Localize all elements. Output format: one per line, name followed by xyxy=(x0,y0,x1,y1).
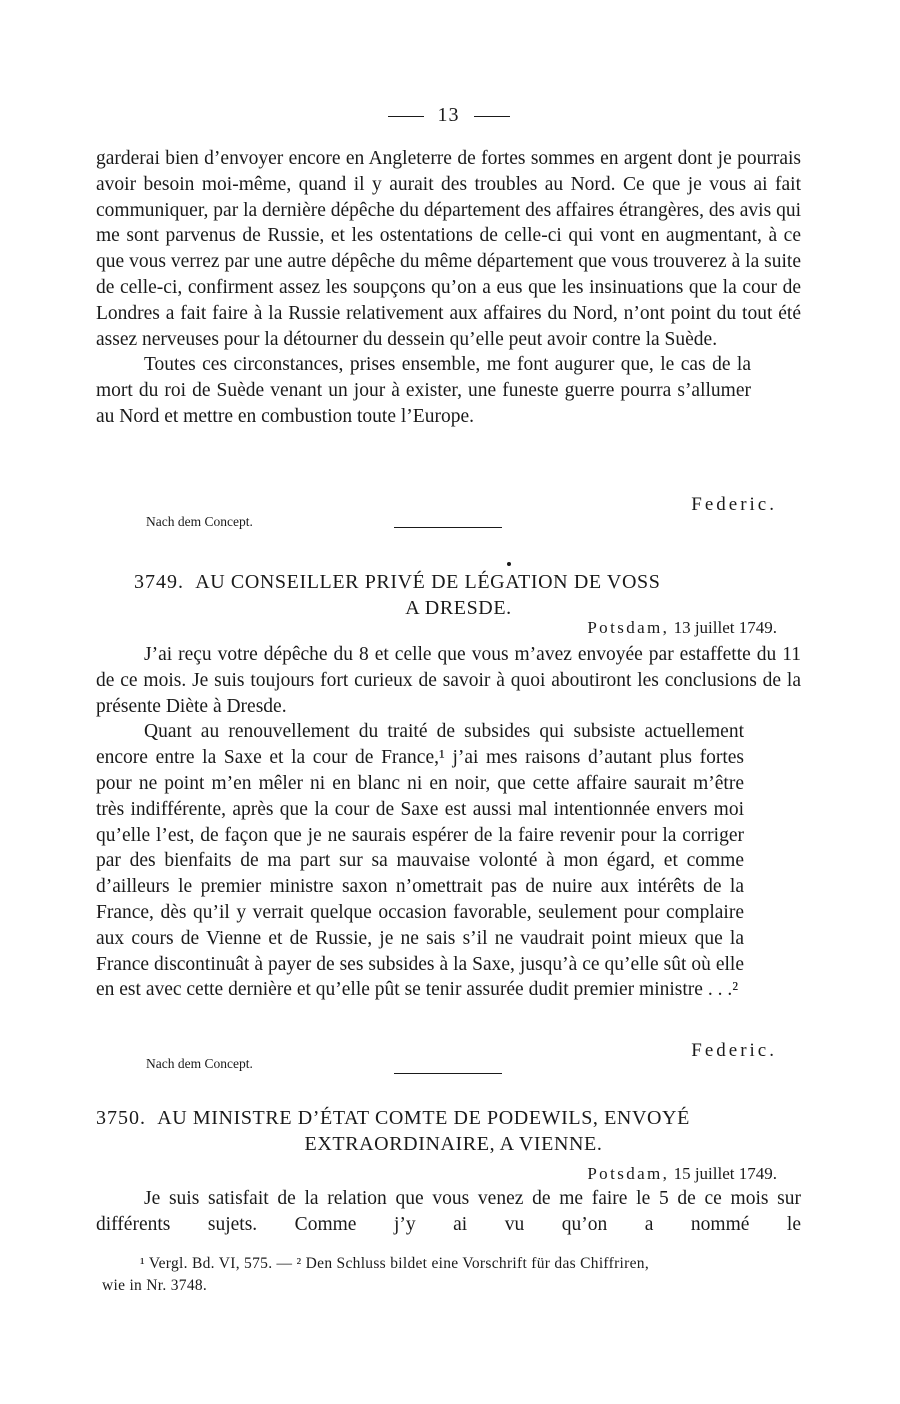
previous-letter-text xyxy=(96,146,801,430)
heading-line-1: AU CONSEILLER PRIVÉ DE LÉGATION DE VOSS xyxy=(195,571,661,593)
footnotes xyxy=(102,1253,802,1297)
place-date xyxy=(587,618,777,638)
header-dash-right xyxy=(474,116,510,117)
page-number: 13 xyxy=(437,104,460,126)
book-page xyxy=(96,0,801,1404)
signature: Federic. xyxy=(691,1040,777,1061)
letter-number: 3750. xyxy=(96,1107,146,1129)
paragraph: garderai bien d’envoyer encore en Angleterre de fortes sommes en argent dont je pourrais avoir besoin moi-même, quand il y aurait des troubles au Nord. Ce que je vous ai fait communiquer, par la dernière dépêche du département des affaires étrangères, des avis qui me sont parvenus de Russie, et les ostentations de celle-ci qui vont en augmentant, à ce que vous verrez par une autre dépêche du même département que vous trouverez à la suite de celle-ci, confirment assez les soupçons qu’on a eus que les insinuations que la cour de Londres a fait faire à la Russie relativement aux affaires du Nord, n’ont point du tout été assez nerveuses pour la détourner du dessein qu’elle peut avoir contre la Suède. xyxy=(96,148,801,350)
footnote-line: ¹ Vergl. Bd. VI, 575. — ² Den Schluss bildet eine Vorschrift für das Chiffriren, xyxy=(140,1255,650,1272)
section-divider xyxy=(394,1073,502,1074)
source-note: Nach dem Concept. xyxy=(146,1056,253,1071)
letter-body xyxy=(96,1186,801,1238)
heading-line-2: A DRESDE. xyxy=(405,597,512,619)
paragraph: Quant au renouvellement du traité de subsides qui subsiste actuellement encore entre la Saxe et la cour de France,¹ j’ai mes raisons d’autant plus fortes pour ne point m’en mêler ni en blanc ni en noir, que cette affaire saurait m’être très indifférente, après que la cour de Saxe est aussi mal intentionnée envers moi qu’elle l’est, de façon que je ne saurais espérer de la faire revenir pour la corriger par des bienfaits de ma part sur sa mauvaise volonté à mon égard, et comme d’ailleurs le premier ministre saxon n’omettrait pas de nuire aux intérêts de la France, dès qu’il y verrait quelque occasion favorable, seulement pour complaire aux cours de Vienne et de Russie, je ne sais s’il ne vaudrait point mieux que la France discontinuât à payer de ses subsides à la Saxe, jusqu’à ce qu’elle sût où elle en est avec cette dernière et qu’elle pût se tenir assurée dudit premier ministre . . .² xyxy=(96,721,744,1001)
paragraph: J’ai reçu votre dépêche du 8 et celle que vous m’avez envoyée par estaffette du 11 de ce mois. Je suis toujours fort curieux de savoir à quoi aboutiront les conclusions de la présente Diète à Dresde. xyxy=(96,644,801,717)
page-number-header xyxy=(96,104,801,127)
letter-number: 3749. xyxy=(134,571,184,593)
paragraph: Je suis satisfait de la relation que vous venez de me faire le 5 de ce mois sur différents sujets. Comme j’y ai vu qu’on a nommé le xyxy=(96,1188,801,1235)
section-divider xyxy=(394,527,502,528)
heading-line-1: AU MINISTRE D’ÉTAT COMTE DE PODEWILS, ENVOYÉ xyxy=(157,1107,690,1129)
letter-body xyxy=(96,642,801,1003)
place: Potsdam, xyxy=(587,618,670,637)
ink-speck xyxy=(507,562,511,566)
header-dash-left xyxy=(388,116,424,117)
date: 15 juillet 1749. xyxy=(673,1164,777,1183)
heading-line-2: EXTRAORDINAIRE, A VIENNE. xyxy=(304,1133,603,1155)
source-note: Nach dem Concept. xyxy=(146,514,253,529)
date: 13 juillet 1749. xyxy=(673,618,777,637)
place: Potsdam, xyxy=(587,1164,670,1183)
place-date xyxy=(587,1164,777,1184)
footnote-line: wie in Nr. 3748. xyxy=(102,1277,208,1294)
paragraph: Toutes ces circonstances, prises ensemble, me font augurer que, le cas de la mort du roi de Suède venant un jour à exister, une funeste guerre pourra s’allumer au Nord et mettre en combustion toute l’Europe. xyxy=(96,354,751,427)
signature: Federic. xyxy=(691,494,777,515)
letter-heading xyxy=(96,569,801,621)
letter-heading xyxy=(96,1105,801,1157)
